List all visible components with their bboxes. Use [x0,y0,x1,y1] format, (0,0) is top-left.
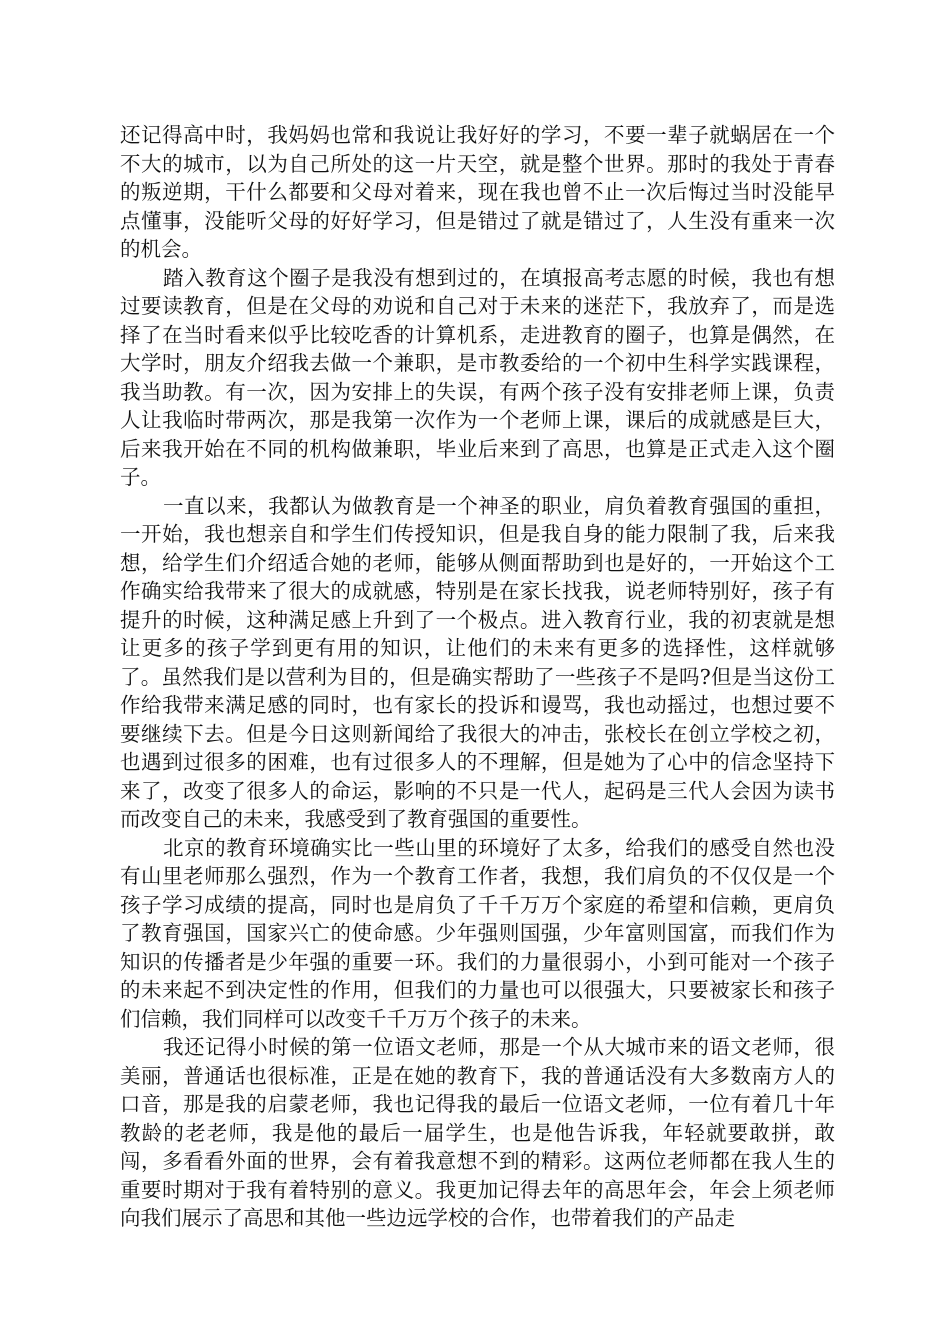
body-text [120,121,835,1233]
paragraph-1: 还记得高中时，我妈妈也常和我说让我好好的学习，不要一辈子就蜗居在一个不大的城市，以为自己所处的这一片天空，就是整个世界。那时的我处于青春的叛逆期，干什么都要和父母对着来，现在我也曾不止一次后悔过当时没能早点懂事，没能听父母的好好学习，但是错过了就是错过了，人生没有重来一次的机会。 [120,123,835,261]
paragraph-5: 我还记得小时候的第一位语文老师，那是一个从大城市来的语文老师，很美丽，普通话也很标准，正是在她的教育下，我的普通话没有大多数南方人的口音，那是我的启蒙老师，我也记得我的最后一位语文老师，一位有着几十年教龄的老老师，我是他的最后一届学生，也是他告诉我，年轻就要敢拼，敢闯，多看看外面的世界，会有着我意想不到的精彩。这两位老师都在我人生的重要时期对于我有着特别的意义。我更加记得去年的高思年会，年会上须老师向我们展示了高思和其他一些边远学校的合作，也带着我们的产品走 [120,1035,835,1230]
paragraph-4: 北京的教育环境确实比一些山里的环境好了太多，给我们的感受自然也没有山里老师那么强烈，作为一个教育工作者，我想，我们肩负的不仅仅是一个孩子学习成绩的提高，同时也是肩负了千千万万个家庭的希望和信赖，更肩负了教育强国，国家兴亡的使命感。少年强则国强，少年富则国富，而我们作为知识的传播者是少年强的重要一环。我们的力量很弱小，小到可能对一个孩子的未来起不到决定性的作用，但我们的力量也可以很强大，只要被家长和孩子们信赖，我们同样可以改变千千万万个孩子的未来。 [120,835,835,1031]
paragraph-3: 一直以来，我都认为做教育是一个神圣的职业，肩负着教育强国的重担，一开始，我也想亲自和学生们传授知识，但是我自身的能力限制了我，后来我想，给学生们介绍适合她的老师，能够从侧面帮助到也是好的，一开始这个工作确实给我带来了很大的成就感，特别是在家长找我，说老师特别好，孩子有提升的时候，这种满足感上升到了一个极点。进入教育行业，我的初衷就是想让更多的孩子学到更有用的知识，让他们的未来有更多的选择性，这样就够了。虽然我们是以营利为目的，但是确实帮助了一些孩子不是吗?但是当这份工作给我带来满足感的同时，也有家长的投诉和谩骂，我也动摇过，也想过要不要继续下去。但是今日这则新闻给了我很大的冲击，张校长在创立学校之初，也遇到过很多的困难，也有过很多人的不理解，但是她为了心中的信念坚持下来了，改变了很多人的命运，影响的不只是一代人，起码是三代人会因为读书而改变自己的未来，我感受到了教育强国的重要性。 [120,493,835,831]
paragraph-2: 踏入教育这个圈子是我没有想到过的，在填报高考志愿的时候，我也有想过要读教育，但是在父母的劝说和自己对于未来的迷茫下，我放弃了，而是选择了在当时看来似乎比较吃香的计算机系，走进教育的圈子，也算是偶然，在大学时，朋友介绍我去做一个兼职，是市教委给的一个初中生科学实践课程，我当助教。有一次，因为安排上的失误，有两个孩子没有安排老师上课，负责人让我临时带两次，那是我第一次作为一个老师上课，课后的成就感是巨大，后来我开始在不同的机构做兼职，毕业后来到了高思，也算是正式走入这个圈子。 [120,265,835,489]
